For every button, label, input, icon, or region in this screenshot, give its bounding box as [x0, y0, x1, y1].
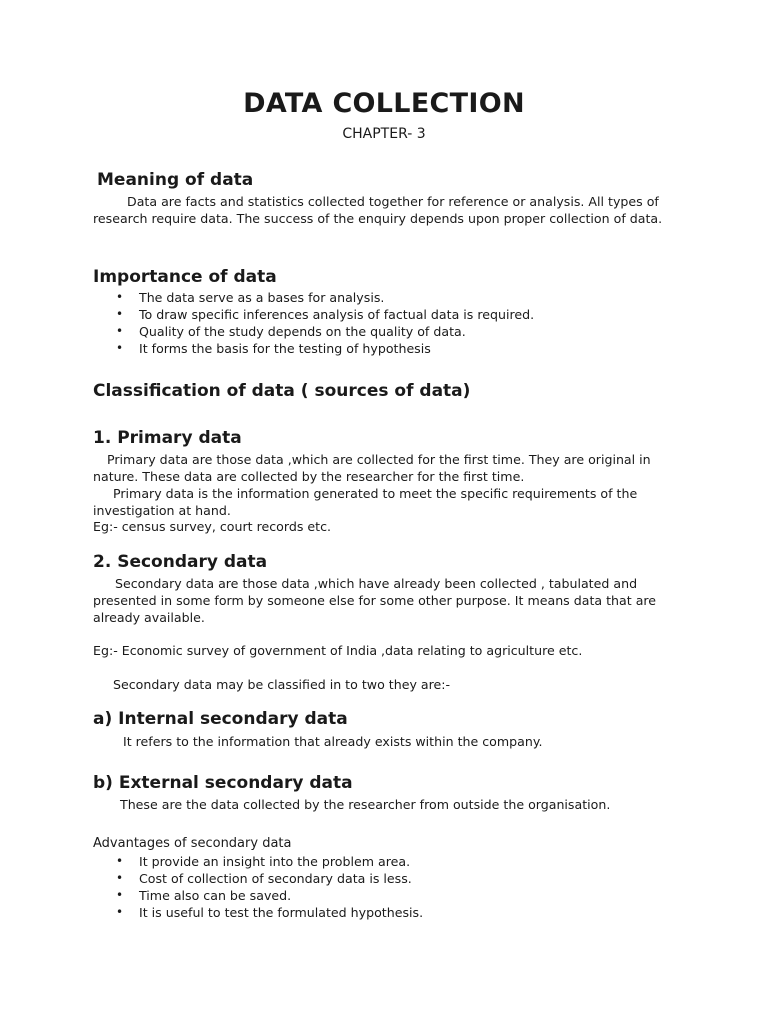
- importance-list: [93, 289, 534, 357]
- paragraph-secondary-data: Secondary data are those data ,which have already been collected , tabulated and presented in some form by someone else for some other purpose. It means data that are already available.: [93, 576, 657, 625]
- paragraph-primary-data-1: Primary data are those data ,which are collected for the first time. They are original in nature. These data are collected by the researcher for the first time.: [93, 452, 651, 484]
- chapter-label: CHAPTER- 3: [342, 126, 426, 142]
- bullet-icon: •: [116, 871, 124, 885]
- bullet-icon: •: [116, 854, 124, 868]
- list-item: • Time also can be saved.: [116, 888, 292, 903]
- paragraph-meaning-of-data: Data are facts and statistics collected together for reference or analysis. All types of research require data. The success of the enquiry depends upon proper collection of data.: [93, 194, 663, 226]
- heading-internal-secondary-data: a) Internal secondary data: [93, 709, 348, 729]
- bullet-icon: •: [116, 324, 124, 338]
- heading-external-secondary-data: b) External secondary data: [93, 773, 353, 793]
- heading-importance-of-data: Importance of data: [93, 267, 277, 287]
- list-item: • It provide an insight into the problem area.: [116, 854, 411, 869]
- secondary-data-classification-note: Secondary data may be classified in to two they are:-: [113, 677, 451, 692]
- heading-meaning-of-data: Meaning of data: [97, 170, 254, 190]
- heading-advantages-of-secondary-data: Advantages of secondary data: [93, 836, 292, 851]
- list-item: • It is useful to test the formulated hypothesis.: [116, 905, 424, 920]
- heading-primary-data: 1. Primary data: [93, 428, 242, 448]
- paragraph-primary-data-2: Primary data is the information generated to meet the specific requirements of the investigation at hand.: [93, 486, 638, 518]
- heading-classification-of-data: Classification of data ( sources of data): [93, 381, 471, 401]
- primary-data-example: Eg:- census survey, court records etc.: [93, 519, 332, 534]
- list-item: • Cost of collection of secondary data is less.: [116, 871, 412, 886]
- secondary-data-example: Eg:- Economic survey of government of India ,data relating to agriculture etc.: [93, 643, 583, 658]
- list-item: • The data serve as a bases for analysis.: [116, 290, 385, 305]
- list-item: • To draw specific inferences analysis of factual data is required.: [116, 307, 535, 322]
- heading-secondary-data: 2. Secondary data: [93, 552, 268, 572]
- bullet-icon: •: [116, 307, 124, 321]
- bullet-icon: •: [116, 341, 124, 355]
- bullet-icon: •: [116, 290, 124, 304]
- list-item: • Quality of the study depends on the quality of data.: [116, 324, 466, 339]
- list-item: • It forms the basis for the testing of hypothesis: [116, 341, 431, 356]
- bullet-icon: •: [116, 888, 124, 902]
- advantages-list: [93, 853, 423, 921]
- page-title: DATA COLLECTION: [243, 88, 525, 119]
- paragraph-external-secondary-data: These are the data collected by the researcher from outside the organisation.: [120, 797, 611, 812]
- bullet-icon: •: [116, 905, 124, 919]
- paragraph-internal-secondary-data: It refers to the information that already exists within the company.: [123, 734, 543, 749]
